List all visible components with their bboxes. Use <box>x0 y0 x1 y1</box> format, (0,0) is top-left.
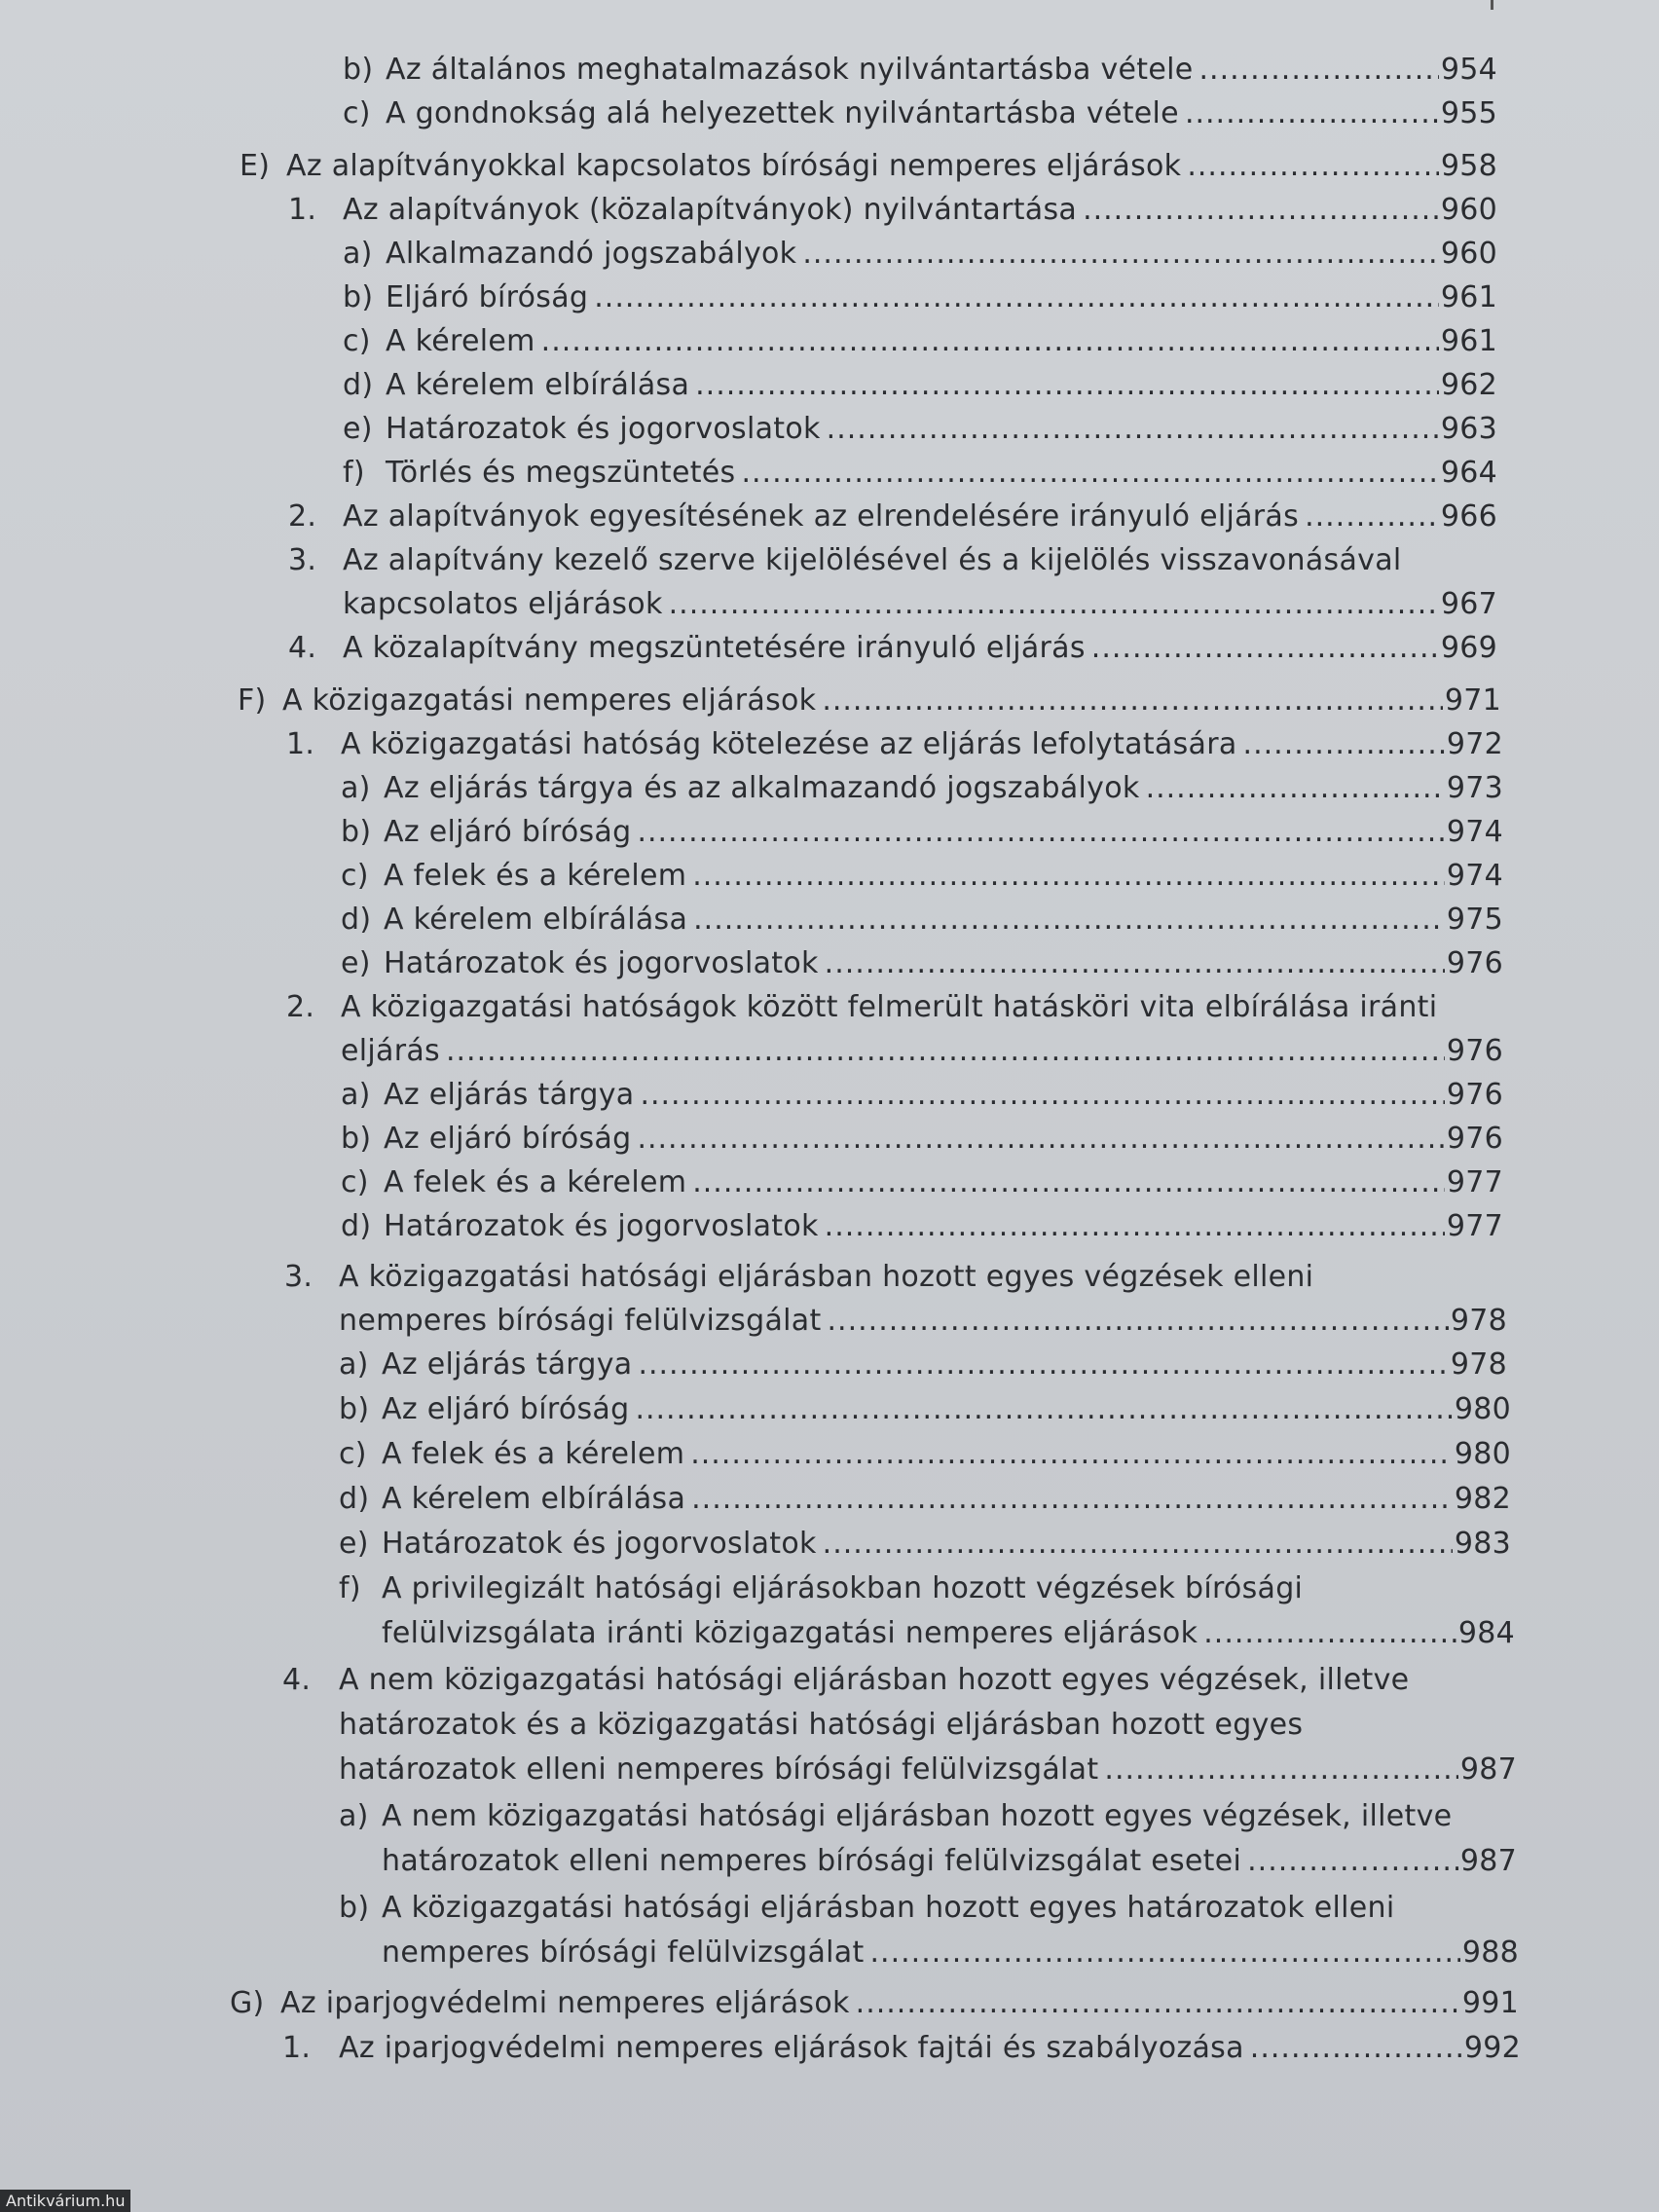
toc-entry[interactable] <box>343 412 1497 447</box>
toc-title-line: határozatok és a közigazgatási hatósági eljárásban hozott egyes <box>339 1708 1304 1742</box>
toc-entry[interactable] <box>288 499 1497 535</box>
toc-label: c) <box>343 324 371 358</box>
leader-dots <box>690 1437 1453 1472</box>
leader-dots <box>827 412 1439 447</box>
toc-title: Határozatok és jogorvoslatok <box>384 946 819 980</box>
toc-page-number: 961 <box>1440 280 1497 314</box>
toc-label: f) <box>339 1571 361 1605</box>
toc-label: a) <box>341 771 371 805</box>
toc-page-number: 964 <box>1440 456 1497 490</box>
toc-title: eljárás <box>341 1034 440 1068</box>
toc-title: határozatok elleni nemperes bírósági felülvizsgálat esetei <box>382 1844 1242 1878</box>
toc-title: Az iparjogvédelmi nemperes eljárások <box>280 1986 850 2020</box>
toc-label: 2. <box>286 990 315 1024</box>
leader-dots <box>446 1034 1445 1069</box>
toc-title: Az alapítványok egyesítésének az elrendelésére irányuló eljárás <box>343 499 1300 534</box>
leader-dots <box>856 1986 1460 2021</box>
toc-title: Határozatok és jogorvoslatok <box>384 1209 819 1243</box>
toc-label: E) <box>240 149 271 183</box>
leader-dots <box>669 587 1439 622</box>
leader-dots <box>693 903 1445 938</box>
toc-title: nemperes bírósági felülvizsgálat <box>382 1936 865 1970</box>
toc-page-number: 976 <box>1446 1034 1503 1068</box>
toc-entry[interactable] <box>343 280 1497 315</box>
toc-entry[interactable] <box>341 1078 1503 1113</box>
toc-entry[interactable] <box>343 324 1497 359</box>
toc-title: A közalapítvány megszüntetésére irányuló eljárás <box>343 631 1086 665</box>
leader-dots <box>637 1122 1444 1157</box>
toc-label: 3. <box>288 543 317 577</box>
toc-label: e) <box>343 412 373 446</box>
toc-label: b) <box>343 280 374 314</box>
toc-title: Az alapítványok (közalapítványok) nyilvántartása <box>343 193 1078 227</box>
toc-entry-first-line <box>339 1571 1515 1606</box>
toc-title-line: A közigazgatási hatósági eljárásban hozott egyes végzések elleni <box>339 1260 1314 1294</box>
toc-entry[interactable] <box>339 1347 1507 1382</box>
toc-entry[interactable] <box>341 1165 1503 1200</box>
leader-dots <box>825 946 1445 981</box>
toc-label: d) <box>339 1482 370 1516</box>
toc-title: Az eljárás tárgya és az alkalmazandó jogszabályok <box>384 771 1140 805</box>
toc-page-number: 992 <box>1463 2031 1521 2065</box>
toc-label: G) <box>230 1986 265 2020</box>
leader-dots <box>741 456 1438 491</box>
toc-title: A felek és a kérelem <box>384 1165 687 1199</box>
toc-entry[interactable] <box>341 771 1503 806</box>
toc-label: 4. <box>288 631 317 665</box>
toc-entry[interactable] <box>339 1437 1511 1472</box>
toc-title: A kérelem elbírálása <box>384 903 688 937</box>
toc-entry[interactable] <box>339 1482 1511 1517</box>
toc-title: Az alapítványokkal kapcsolatos bírósági nemperes eljárások <box>286 149 1182 183</box>
toc-page-number: 954 <box>1440 53 1497 87</box>
toc-entry[interactable] <box>282 2031 1521 2066</box>
toc-title: felülvizsgálata iránti közigazgatási nemperes eljárások <box>382 1616 1198 1650</box>
leader-dots <box>825 1209 1445 1244</box>
toc-title: Eljáró bíróság <box>386 280 589 314</box>
toc-page-number: 972 <box>1446 727 1503 761</box>
leader-dots <box>823 1527 1453 1562</box>
toc-entry-second-line <box>339 1708 1517 1743</box>
leader-dots <box>640 1078 1444 1113</box>
toc-entry[interactable] <box>341 903 1503 938</box>
page-edge-mark <box>1491 0 1493 10</box>
leader-dots <box>1250 2031 1462 2066</box>
toc-entry[interactable] <box>288 193 1497 228</box>
toc-label: c) <box>339 1437 367 1471</box>
toc-label: b) <box>339 1392 370 1426</box>
toc-title: Az eljáró bíróság <box>384 815 632 849</box>
toc-title-line: A nem közigazgatási hatósági eljárásban hozott egyes végzések, illetve <box>339 1663 1410 1697</box>
toc-label: a) <box>341 1078 371 1112</box>
toc-entry[interactable] <box>343 587 1497 622</box>
toc-title: Alkalmazandó jogszabályok <box>386 237 797 271</box>
toc-section-heading[interactable] <box>240 149 1497 184</box>
toc-label: F) <box>238 683 267 718</box>
toc-entry[interactable] <box>288 631 1497 666</box>
leader-dots <box>1203 1616 1456 1651</box>
toc-entry[interactable] <box>382 1616 1515 1651</box>
toc-entry[interactable] <box>382 1844 1517 1879</box>
toc-title: Határozatok és jogorvoslatok <box>382 1527 817 1561</box>
toc-entry[interactable] <box>339 1527 1511 1562</box>
toc-page-number: 971 <box>1444 683 1501 718</box>
toc-entry[interactable] <box>341 1122 1503 1157</box>
toc-page-number: 974 <box>1446 859 1503 893</box>
toc-entry[interactable] <box>382 1936 1519 1971</box>
toc-page-number: 978 <box>1450 1347 1507 1382</box>
leader-dots <box>695 368 1439 403</box>
toc-title: A kérelem elbírálása <box>382 1482 686 1516</box>
toc-page-number: 977 <box>1446 1165 1503 1199</box>
toc-entry[interactable] <box>341 1034 1503 1069</box>
toc-entry[interactable] <box>341 859 1503 894</box>
toc-title: Az eljárás tárgya <box>384 1078 635 1112</box>
toc-page-number: 980 <box>1454 1392 1511 1426</box>
toc-entry[interactable] <box>341 815 1503 850</box>
toc-page-number: 960 <box>1440 237 1497 271</box>
leader-dots <box>1146 771 1445 806</box>
toc-page-number: 977 <box>1446 1209 1503 1243</box>
leader-dots <box>1091 631 1439 666</box>
toc-title-line: A nem közigazgatási hatósági eljárásban hozott egyes végzések, illetve <box>382 1799 1453 1833</box>
toc-page-number: 973 <box>1446 771 1503 805</box>
watermark: Antikvárium.hu <box>0 2190 130 2212</box>
toc-label: e) <box>341 946 371 980</box>
toc-page-number: 983 <box>1454 1527 1511 1561</box>
toc-label: b) <box>339 1891 370 1925</box>
toc-title-line: Az alapítvány kezelő szerve kijelölésével és a kijelölés visszavonásával <box>343 543 1402 577</box>
toc-entry[interactable] <box>286 727 1503 762</box>
toc-title: A kérelem <box>386 324 535 358</box>
toc-page-number: 974 <box>1446 815 1503 849</box>
toc-page-number: 987 <box>1459 1752 1517 1787</box>
toc-page-number: 976 <box>1446 1078 1503 1112</box>
toc-label: 4. <box>282 1663 312 1697</box>
toc-label: 2. <box>288 499 317 534</box>
toc-page-number: 987 <box>1459 1844 1517 1878</box>
leader-dots <box>1247 1844 1458 1879</box>
toc-label: a) <box>339 1347 369 1382</box>
toc-label: c) <box>343 96 371 130</box>
toc-label: d) <box>343 368 374 402</box>
toc-entry[interactable] <box>343 96 1497 131</box>
toc-page-number: 966 <box>1440 499 1497 534</box>
leader-dots <box>1305 499 1439 535</box>
toc-page-number: 962 <box>1440 368 1497 402</box>
toc-title: A felek és a kérelem <box>382 1437 685 1471</box>
toc-title: Az eljáró bíróság <box>384 1122 632 1156</box>
toc-entry-first-line <box>284 1260 1507 1295</box>
toc-title: kapcsolatos eljárások <box>343 587 663 621</box>
toc-title: Az általános meghatalmazások nyilvántartásba vétele <box>386 53 1194 87</box>
leader-dots <box>638 1347 1448 1382</box>
toc-title: A kérelem elbírálása <box>386 368 690 402</box>
toc-entry[interactable] <box>339 1752 1517 1788</box>
leader-dots <box>637 815 1444 850</box>
toc-label: d) <box>341 1209 372 1243</box>
toc-entry-first-line <box>288 543 1497 578</box>
toc-title-line: A közigazgatási hatósági eljárásban hozott egyes határozatok elleni <box>382 1891 1395 1925</box>
toc-entry[interactable] <box>343 237 1497 272</box>
toc-entry[interactable] <box>343 53 1497 88</box>
toc-title: A közigazgatási hatóság kötelezése az eljárás lefolytatására <box>341 727 1237 761</box>
toc-entry-first-line <box>286 990 1503 1025</box>
toc-title: határozatok elleni nemperes bírósági felülvizsgálat <box>339 1752 1099 1787</box>
toc-entry[interactable] <box>343 368 1497 403</box>
toc-label: b) <box>341 815 372 849</box>
toc-page-number: 969 <box>1440 631 1497 665</box>
toc-page-number: 960 <box>1440 193 1497 227</box>
leader-dots <box>1083 193 1439 228</box>
toc-entry[interactable] <box>339 1304 1507 1339</box>
leader-dots <box>594 280 1439 315</box>
toc-title: Az eljáró bíróság <box>382 1392 630 1426</box>
toc-page-number: 961 <box>1440 324 1497 358</box>
toc-page-number: 976 <box>1446 946 1503 980</box>
toc-entry-first-line <box>282 1663 1517 1698</box>
toc-title: Az iparjogvédelmi nemperes eljárások fajtái és szabályozása <box>339 2031 1244 2065</box>
toc-entry[interactable] <box>341 946 1503 981</box>
leader-dots <box>870 1936 1460 1971</box>
toc-section-heading[interactable] <box>230 1986 1519 2021</box>
toc-title: Határozatok és jogorvoslatok <box>386 412 821 446</box>
toc-title: Törlés és megszüntetés <box>386 456 736 490</box>
toc-label: c) <box>341 859 369 893</box>
leader-dots <box>828 1304 1449 1339</box>
toc-label: 1. <box>288 193 317 227</box>
toc-entry-first-line <box>339 1799 1517 1834</box>
toc-entry[interactable] <box>339 1392 1511 1427</box>
toc-title: nemperes bírósági felülvizsgálat <box>339 1304 822 1338</box>
toc-page-number: 984 <box>1457 1616 1515 1650</box>
toc-page-number: 967 <box>1440 587 1497 621</box>
toc-page-number: 991 <box>1461 1986 1519 2020</box>
toc-label: d) <box>341 903 372 937</box>
toc-label: f) <box>343 456 365 490</box>
toc-entry[interactable] <box>343 456 1497 491</box>
toc-title: A felek és a kérelem <box>384 859 687 893</box>
toc-page-number: 963 <box>1440 412 1497 446</box>
toc-label: b) <box>341 1122 372 1156</box>
toc-title-line: A privilegizált hatósági eljárásokban hozott végzések bírósági <box>382 1571 1304 1605</box>
toc-page-number: 975 <box>1446 903 1503 937</box>
leader-dots <box>692 859 1445 894</box>
toc-page-number: 980 <box>1454 1437 1511 1471</box>
toc-section-heading[interactable] <box>238 683 1501 719</box>
toc-label: 1. <box>282 2031 312 2065</box>
toc-entry[interactable] <box>341 1209 1503 1244</box>
toc-label: 3. <box>284 1260 313 1294</box>
leader-dots <box>1185 96 1439 131</box>
leader-dots <box>1104 1752 1457 1788</box>
toc-label: b) <box>343 53 374 87</box>
toc-entry-first-line <box>339 1891 1517 1926</box>
leader-dots <box>541 324 1439 359</box>
toc-label: c) <box>341 1165 369 1199</box>
toc-page-number: 976 <box>1446 1122 1503 1156</box>
leader-dots <box>691 1482 1453 1517</box>
leader-dots <box>1199 53 1439 88</box>
leader-dots <box>1187 149 1438 184</box>
leader-dots <box>822 683 1443 719</box>
leader-dots <box>1243 727 1445 762</box>
leader-dots <box>635 1392 1452 1427</box>
toc-page-number: 958 <box>1440 149 1497 183</box>
toc-page-number: 982 <box>1454 1482 1511 1516</box>
toc-page-number: 988 <box>1461 1936 1519 1970</box>
toc-label: e) <box>339 1527 369 1561</box>
toc-label: 1. <box>286 727 315 761</box>
toc-label: a) <box>343 237 373 271</box>
toc-title: A gondnokság alá helyezettek nyilvántartásba vétele <box>386 96 1179 130</box>
toc-page-number: 955 <box>1440 96 1497 130</box>
toc-title: Az eljárás tárgya <box>382 1347 633 1382</box>
toc-label: a) <box>339 1799 369 1833</box>
toc-page-number: 978 <box>1450 1304 1507 1338</box>
toc-title: A közigazgatási nemperes eljárások <box>282 683 817 718</box>
leader-dots <box>802 237 1438 272</box>
leader-dots <box>692 1165 1445 1200</box>
toc-title-line: A közigazgatási hatóságok között felmerült hatásköri vita elbírálása iránti <box>341 990 1438 1024</box>
